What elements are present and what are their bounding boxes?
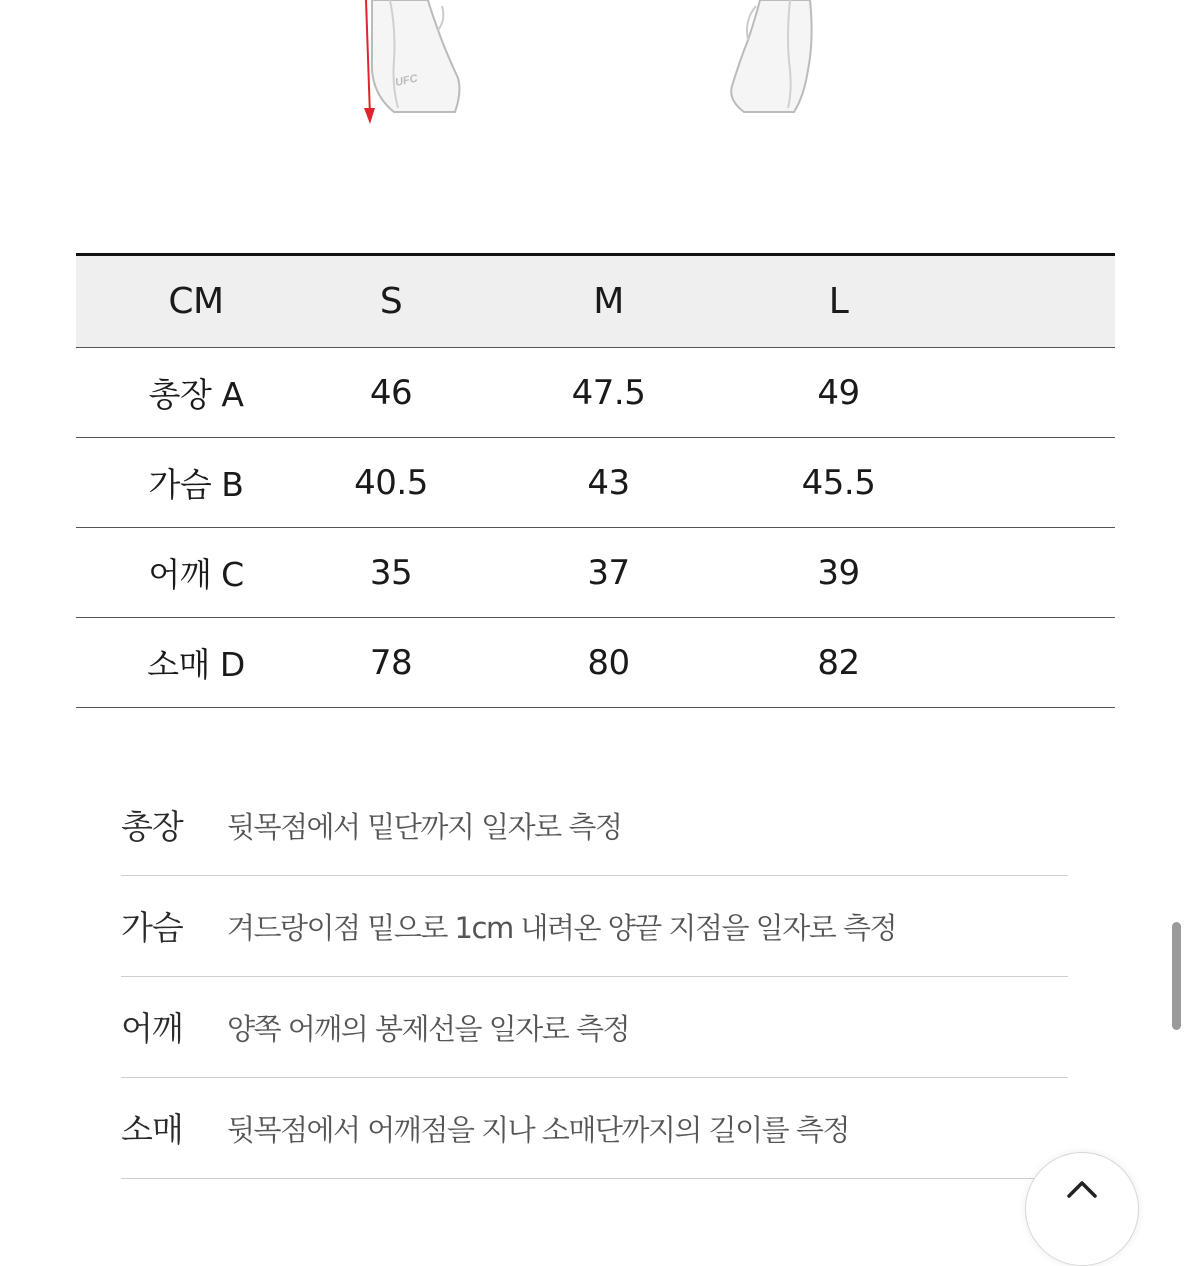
guide-term: 총장	[121, 807, 183, 846]
row-label: 어깨 C	[148, 555, 244, 594]
scroll-to-top-button[interactable]	[1025, 1152, 1139, 1266]
guide-description: 뒷목점에서 밑단까지 일자로 측정	[227, 810, 622, 844]
guide-term: 가슴	[121, 908, 183, 947]
cell-value: 78	[369, 642, 413, 683]
size-table-header	[76, 256, 1115, 348]
right-sleeve-illustration	[720, 0, 840, 130]
left-sleeve-illustration	[350, 0, 490, 130]
guide-description: 양쪽 어깨의 봉제선을 일자로 측정	[227, 1012, 630, 1046]
header-unit: CM	[168, 281, 224, 322]
measurement-guide	[121, 775, 1068, 1179]
cell-value: 46	[369, 372, 413, 413]
row-label: 총장 A	[148, 375, 244, 414]
cell-value: 40.5	[354, 462, 428, 503]
table-row	[76, 438, 1115, 528]
guide-item	[121, 876, 1068, 977]
guide-term: 소매	[121, 1110, 183, 1149]
cell-value: 39	[817, 552, 860, 593]
header-size-l: L	[828, 281, 849, 322]
guide-description: 뒷목점에서 어깨점을 지나 소매단까지의 길이를 측정	[227, 1113, 849, 1147]
garment-illustration	[0, 0, 1190, 140]
cell-value: 43	[587, 462, 630, 503]
guide-term: 어깨	[121, 1009, 183, 1048]
row-label: 가슴 B	[148, 465, 244, 504]
table-row	[76, 348, 1115, 438]
cell-value: 37	[587, 552, 630, 593]
cell-value: 47.5	[571, 372, 646, 413]
guide-description: 겨드랑이점 밑으로 1cm 내려온 양끝 지점을 일자로 측정	[227, 911, 896, 945]
guide-item	[121, 775, 1068, 876]
table-row	[76, 618, 1115, 708]
chevron-up-icon	[1066, 1179, 1098, 1199]
cell-value: 35	[369, 552, 413, 593]
cell-value: 49	[817, 372, 860, 413]
size-table	[76, 253, 1115, 708]
sleeve-logo: UFC	[394, 72, 419, 89]
row-label: 소매 D	[147, 645, 245, 684]
header-size-s: S	[379, 281, 403, 322]
cell-value: 82	[817, 642, 860, 683]
cell-value: 80	[587, 642, 630, 683]
guide-item	[121, 977, 1068, 1078]
cell-value: 45.5	[801, 462, 876, 503]
table-row	[76, 528, 1115, 618]
header-size-m: M	[593, 281, 624, 322]
guide-item	[121, 1078, 1068, 1179]
scrollbar[interactable]	[1172, 922, 1181, 1030]
